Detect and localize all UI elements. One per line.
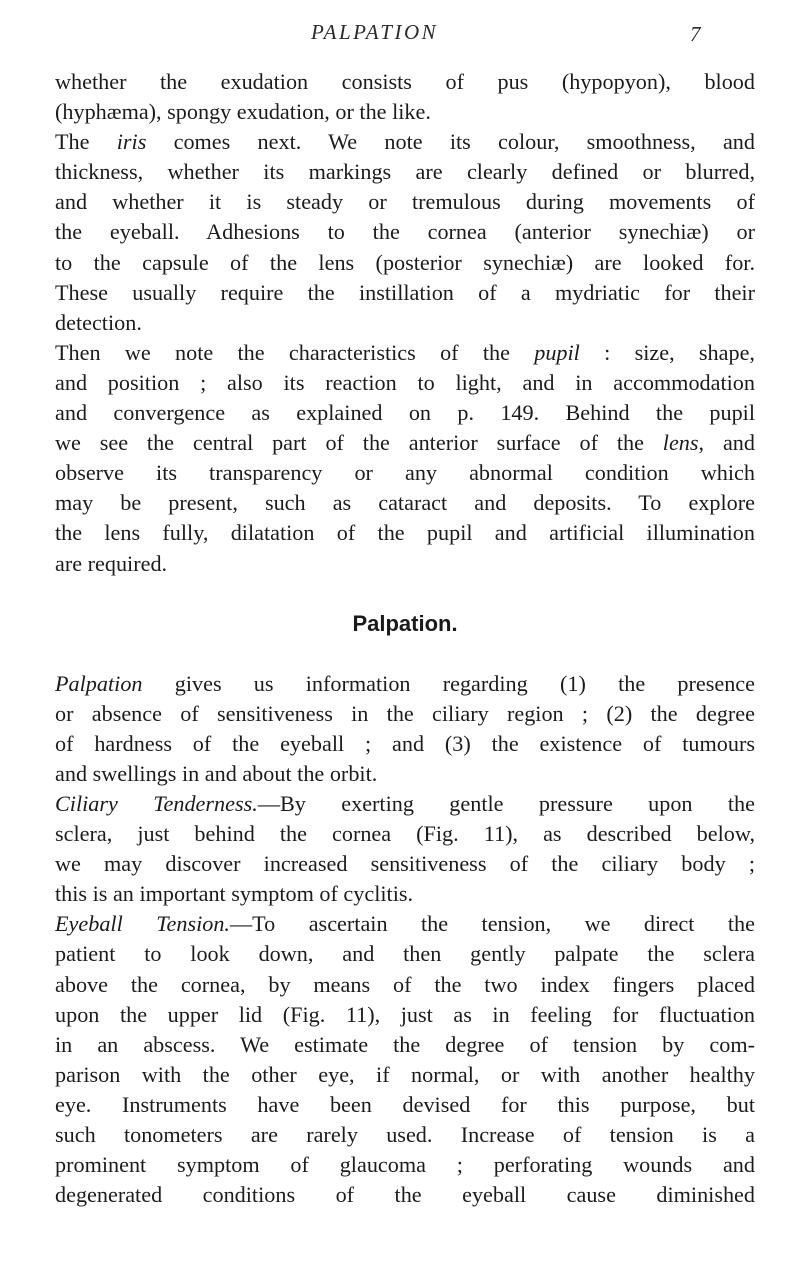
text-line: the eyeball. Adhesions to the cornea (anterior synechiæ) or [55, 219, 755, 245]
text-line: sclera, just behind the cornea (Fig. 11), as described below, [55, 821, 755, 847]
text-line: above the cornea, by means of the two index fingers placed [55, 971, 755, 997]
text-line: may be present, such as cataract and deposits. To explore [55, 490, 755, 516]
text-line: this is an important symptom of cyclitis. [55, 881, 414, 907]
text-line: These usually require the instillation of a mydriatic for their [55, 279, 755, 305]
text-line: upon the upper lid (Fig. 11), just as in feeling for fluctuation [55, 1001, 755, 1027]
term-pupil: pupil [534, 339, 580, 365]
text-line: eye. Instruments have been devised for this purpose, but [55, 1091, 755, 1117]
text-line: degenerated conditions of the eyeball cause diminished [55, 1182, 755, 1208]
text-line: the lens fully, dilatation of the pupil and artificial illumination [55, 520, 755, 546]
text-line: observe its transparency or any abnormal condition which [55, 460, 755, 486]
text-line: (hyphæma), spongy exudation, or the like. [55, 99, 431, 125]
text-line: thickness, whether its markings are clearly defined or blurred, [55, 159, 755, 185]
text-line: Ciliary Tenderness.—By exerting gentle pressure upon the [55, 790, 755, 816]
text-line: The iris comes next. We note its colour, smoothness, and [55, 129, 755, 155]
text-line: prominent symptom of glaucoma ; perforating wounds and [55, 1152, 755, 1178]
text-line: parison with the other eye, if normal, or with another healthy [55, 1061, 755, 1087]
text-line: or absence of sensitiveness in the ciliary region ; (2) the degree [55, 700, 755, 726]
text-line: and convergence as explained on p. 149. Behind the pupil [55, 400, 755, 426]
text-line: and position ; also its reaction to light, and in accommodation [55, 369, 755, 395]
text-line: patient to look down, and then gently palpate the sclera [55, 941, 755, 967]
text-line: Eyeball Tension.—To ascertain the tension, we direct the [55, 911, 755, 937]
term-lens: lens [662, 430, 699, 456]
text-line: are required. [55, 550, 168, 576]
text-line: Then we note the characteristics of the pupil : size, shape, [55, 339, 755, 365]
running-header: PALPATION [311, 20, 439, 44]
text-line: and whether it is steady or tremulous during movements of [55, 189, 755, 215]
text-line: and swellings in and about the orbit. [55, 760, 378, 786]
text-line: such tonometers are rarely used. Increase of tension is a [55, 1122, 755, 1147]
text-line: whether the exudation consists of pus (hypopyon), blood [55, 69, 755, 94]
term-iris: iris [116, 129, 147, 155]
term-palpation: Palpation [55, 670, 143, 696]
text-line: we see the central part of the anterior surface of the lens, and [55, 430, 755, 456]
term-ciliary-tenderness: Ciliary Tenderness. [55, 790, 258, 816]
section-heading: Palpation. [352, 610, 458, 636]
term-eyeball-tension: Eyeball Tension. [55, 911, 230, 937]
body-text [55, 67, 755, 1210]
text-line: in an abscess. We estimate the degree of tension by com- [55, 1031, 755, 1057]
text-line: we may discover increased sensitiveness of the ciliary body ; [55, 851, 755, 877]
text-line: Palpation gives us information regarding (1) the presence [55, 670, 755, 696]
page-number: 7 [690, 22, 701, 46]
text-line: of hardness of the eyeball ; and (3) the existence of tumours [55, 730, 755, 756]
text-line: to the capsule of the lens (posterior synechiæ) are looked for. [55, 249, 755, 275]
text-line: detection. [55, 309, 142, 335]
